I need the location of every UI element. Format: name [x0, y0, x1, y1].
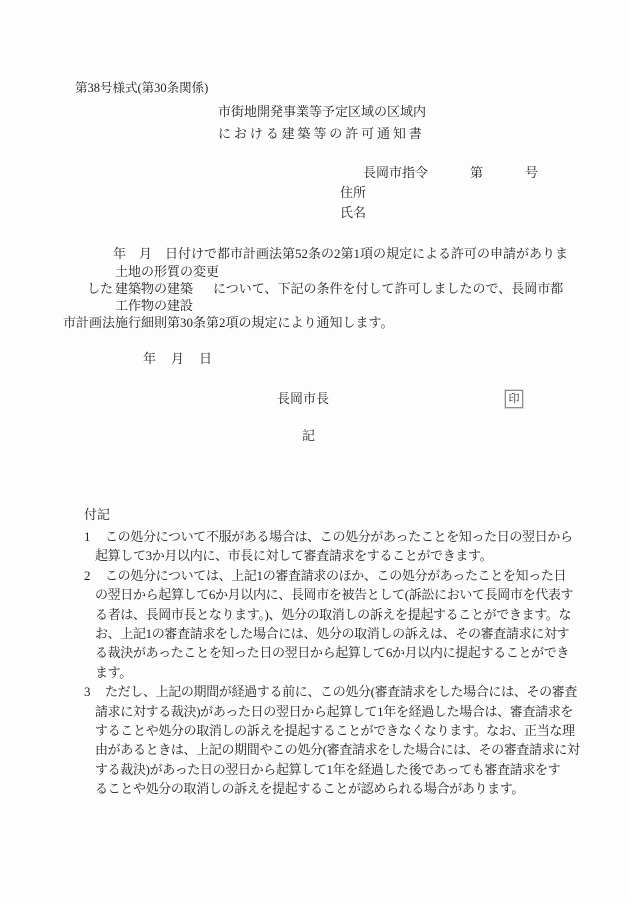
note-item-line: 請求に対する裁決)があった日の翌日から起算して1年を経過した場合は、審査請求を [95, 703, 574, 719]
date-line: 年 月 日 [143, 351, 214, 366]
note-item-first-line [84, 566, 584, 585]
notes-section [84, 505, 584, 799]
note-item-line: ることや処分の取消しの訴えを提起することが認められる場合があります。 [95, 781, 525, 797]
directive-authority: 長岡市指令 [363, 165, 429, 180]
note-item-line: る者は、長岡市長となります。)、処分の取消しの訴えを提起することができます。な [95, 606, 572, 622]
note-item-text: この処分について不服がある場合は、この処分があったことを知った日の翌日から [105, 528, 573, 544]
seal-box [505, 390, 523, 408]
note-item-line: 由があるときは、上記の期間やこの処分(審査請求をした場合には、その審査請求に対 [95, 742, 580, 758]
body-option-land-alteration: 土地の形質の変更 [115, 264, 220, 279]
note-item-number: 2 [84, 567, 91, 583]
body-option-building-construction: 建築物の建築 [115, 281, 194, 296]
notes-heading: 付記 [84, 507, 111, 522]
note-item-line: 起算して3か月以内に、市長に対して審査請求をすることができます。 [95, 548, 493, 564]
note-item-line: する裁決)があった日の翌日から起算して1年を経過した後であっても審査請求をす [95, 761, 561, 777]
note-item-first-line [84, 527, 584, 546]
note-item-number: 1 [84, 528, 91, 544]
note-item-line: お、上記1の審査請求をした場合には、処分の取消しの訴えは、その審査請求に対す [95, 625, 570, 641]
note-item-text: この処分については、上記1の審査請求のほか、この処分があったことを知った日 [105, 567, 567, 583]
note-item-line: る裁決があったことを知った日の翌日から起算して6か月以内に提起することができ [95, 645, 570, 661]
body-line-1: 年 月 日付けで都市計画法第52条の2第1項の規定による許可の申請がありま [113, 246, 569, 261]
note-item-line: することや処分の取消しの訴えを提起することができなくなります。なお、正当な理 [95, 722, 575, 738]
body-line-3-rest: について、下記の条件を付して許可しましたので、長岡市都 [213, 281, 564, 296]
document-title-line2: における建築等の許可通知書 [218, 126, 425, 141]
note-item-first-line [84, 682, 584, 701]
body-line-5: 市計画法施行細則第30条第2項の規定により通知します。 [63, 315, 394, 330]
notes-items [84, 527, 584, 799]
address-label: 住所 [340, 185, 367, 200]
mayor-signature: 長岡市長 [277, 391, 330, 406]
note-item-line: の翌日から起算して6か月以内に、長岡市を被告として(訴訟において長岡市を代表す [95, 587, 574, 603]
note-item-text: ただし、上記の期間が経過する前に、この処分(審査請求をした場合には、その審査 [105, 684, 578, 700]
directive-number-suffix: 号 [525, 165, 539, 180]
note-item-number: 3 [84, 684, 91, 700]
document-title-line1: 市街地開発事業等予定区域の区域内 [218, 104, 427, 119]
form-number: 第38号様式(第30条関係) [75, 81, 209, 95]
note-item-line: ます。 [95, 664, 132, 680]
seal-mark: 印 [508, 392, 520, 405]
record-mark: 記 [302, 428, 316, 443]
name-label: 氏名 [340, 205, 367, 220]
body-option-structure-construction: 工作物の建設 [115, 298, 194, 313]
body-lead: した [87, 281, 114, 296]
directive-number-prefix: 第 [470, 165, 484, 180]
